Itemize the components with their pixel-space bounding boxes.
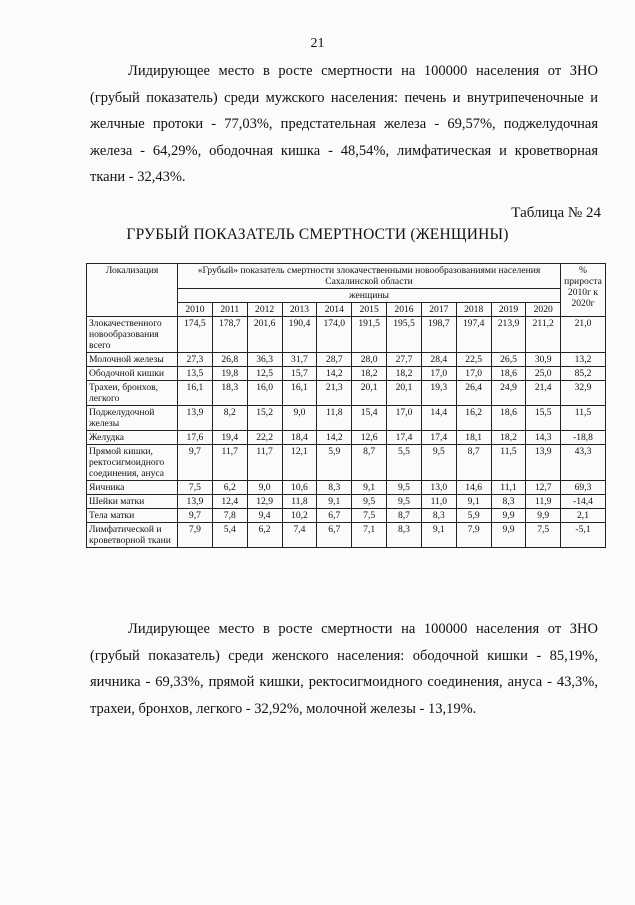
row-label: Яичника [87,481,178,495]
percent-growth-cell: 69,3 [561,481,606,495]
value-cell: 11,9 [526,495,561,509]
value-cell: 7,9 [178,523,213,548]
percent-growth-cell: -5,1 [561,523,606,548]
table-row [87,406,606,431]
table-row [87,353,606,367]
header-women: женщины [178,289,561,303]
value-cell: 9,9 [491,509,526,523]
paragraph-female-mortality: Лидирующее место в росте смертности на 100000 населения от ЗНО (грубый показатель) среди женского населения: ободочной кишки - 85,19%, яичника - 69,33%, прямой кишки, ректосигмоидного соединения, ануса - 43,3%, трахеи, бронхов, легкого - 32,92%, молочной железы - 13,19%. [90,621,598,717]
value-cell: 17,0 [421,367,456,381]
value-cell: 8,7 [456,445,491,481]
value-cell: 12,1 [282,445,317,481]
value-cell: 26,5 [491,353,526,367]
value-cell: 6,7 [317,523,352,548]
value-cell: 9,0 [247,481,282,495]
value-cell: 16,1 [178,381,213,406]
value-cell: 13,9 [178,406,213,431]
table-number: Таблица № 24 [511,205,601,221]
percent-growth-cell: 85,2 [561,367,606,381]
value-cell: 5,9 [317,445,352,481]
value-cell: 9,9 [491,523,526,548]
row-label: Шейки матки [87,495,178,509]
percent-growth-cell: 2,1 [561,509,606,523]
row-label: Трахеи, бронхов, легкого [87,381,178,406]
value-cell: 174,0 [317,317,352,353]
table-title: ГРУБЫЙ ПОКАЗАТЕЛЬ СМЕРТНОСТИ (ЖЕНЩИНЫ) [126,226,509,243]
row-label: Поджелудочной железы [87,406,178,431]
value-cell: 201,6 [247,317,282,353]
value-cell: 14,2 [317,431,352,445]
mortality-table [86,263,606,548]
year-header-cell: 2015 [352,303,387,317]
year-header-cell: 2019 [491,303,526,317]
percent-growth-cell: -18,8 [561,431,606,445]
value-cell: 19,8 [212,367,247,381]
value-cell: 15,5 [526,406,561,431]
value-cell: 9,5 [387,495,422,509]
row-label: Желудка [87,431,178,445]
value-cell: 22,2 [247,431,282,445]
value-cell: 14,3 [526,431,561,445]
value-cell: 13,0 [421,481,456,495]
value-cell: 11,0 [421,495,456,509]
percent-growth-cell: 13,2 [561,353,606,367]
value-cell: 30,9 [526,353,561,367]
header-localization: Локализация [87,264,178,317]
value-cell: 11,5 [491,445,526,481]
value-cell: 7,1 [352,523,387,548]
value-cell: 211,2 [526,317,561,353]
value-cell: 9,1 [317,495,352,509]
table-row [87,495,606,509]
value-cell: 7,8 [212,509,247,523]
value-cell: 178,7 [212,317,247,353]
value-cell: 6,2 [212,481,247,495]
year-header-cell: 2016 [387,303,422,317]
value-cell: 20,1 [352,381,387,406]
value-cell: 17,4 [421,431,456,445]
value-cell: 8,7 [387,509,422,523]
row-label: Прямой кишки, ректосигмоидного соединения, ануса [87,445,178,481]
value-cell: 17,6 [178,431,213,445]
value-cell: 18,3 [212,381,247,406]
value-cell: 18,4 [282,431,317,445]
value-cell: 16,0 [247,381,282,406]
value-cell: 6,2 [247,523,282,548]
value-cell: 24,9 [491,381,526,406]
value-cell: 9,7 [178,445,213,481]
value-cell: 190,4 [282,317,317,353]
value-cell: 7,5 [178,481,213,495]
value-cell: 18,6 [491,367,526,381]
value-cell: 9,5 [352,495,387,509]
row-label: Молочной железы [87,353,178,367]
value-cell: 27,7 [387,353,422,367]
row-label: Ободочной кишки [87,367,178,381]
percent-growth-cell: 21,0 [561,317,606,353]
value-cell: 17,4 [387,431,422,445]
value-cell: 12,9 [247,495,282,509]
value-cell: 14,4 [421,406,456,431]
value-cell: 197,4 [456,317,491,353]
value-cell: 5,9 [456,509,491,523]
value-cell: 9,5 [387,481,422,495]
value-cell: 25,0 [526,367,561,381]
value-cell: 8,3 [317,481,352,495]
value-cell: 11,1 [491,481,526,495]
value-cell: 10,2 [282,509,317,523]
value-cell: 9,5 [421,445,456,481]
value-cell: 18,1 [456,431,491,445]
value-cell: 21,3 [317,381,352,406]
value-cell: 213,9 [491,317,526,353]
value-cell: 36,3 [247,353,282,367]
table-row [87,431,606,445]
year-header-cell: 2010 [178,303,213,317]
value-cell: 8,3 [491,495,526,509]
value-cell: 11,8 [282,495,317,509]
value-cell: 21,4 [526,381,561,406]
value-cell: 7,9 [456,523,491,548]
value-cell: 28,7 [317,353,352,367]
value-cell: 9,1 [456,495,491,509]
value-cell: 9,0 [282,406,317,431]
value-cell: 13,9 [526,445,561,481]
value-cell: 7,4 [282,523,317,548]
value-cell: 26,4 [456,381,491,406]
value-cell: 11,8 [317,406,352,431]
value-cell: 16,1 [282,381,317,406]
value-cell: 20,1 [387,381,422,406]
value-cell: 13,9 [178,495,213,509]
table-row [87,509,606,523]
row-label: Злокачественного новообразования всего [87,317,178,353]
year-header-cell: 2013 [282,303,317,317]
value-cell: 9,7 [178,509,213,523]
table-row [87,481,606,495]
value-cell: 12,5 [247,367,282,381]
value-cell: 14,6 [456,481,491,495]
value-cell: 31,7 [282,353,317,367]
paragraph-male-mortality: Лидирующее место в росте смертности на 100000 населения от ЗНО (грубый показатель) среди мужского населения: печень и внутрипеченочные и желчные протоки - 77,03%, предстательная железа - 69,57%, поджелудочная железа - 64,29%, ободочная кишка - 48,54%, лимфатическая и кроветворная ткани - 32,43%. [90,63,598,185]
value-cell: 22,5 [456,353,491,367]
value-cell: 18,6 [491,406,526,431]
value-cell: 18,2 [352,367,387,381]
value-cell: 15,2 [247,406,282,431]
page-number: 21 [310,36,325,51]
value-cell: 14,2 [317,367,352,381]
value-cell: 26,8 [212,353,247,367]
value-cell: 17,0 [387,406,422,431]
table-row [87,317,606,353]
value-cell: 191,5 [352,317,387,353]
value-cell: 19,3 [421,381,456,406]
value-cell: 9,1 [352,481,387,495]
percent-growth-cell: 32,9 [561,381,606,406]
table-row [87,523,606,548]
year-header-cell: 2012 [247,303,282,317]
value-cell: 12,7 [526,481,561,495]
year-header-cell: 2011 [212,303,247,317]
value-cell: 8,7 [352,445,387,481]
value-cell: 18,2 [491,431,526,445]
value-cell: 5,4 [212,523,247,548]
value-cell: 13,5 [178,367,213,381]
value-cell: 19,4 [212,431,247,445]
value-cell: 11,7 [212,445,247,481]
header-percent-growth: % прироста 2010г к 2020г [561,264,606,317]
year-header-cell: 2017 [421,303,456,317]
value-cell: 17,0 [456,367,491,381]
value-cell: 9,4 [247,509,282,523]
value-cell: 7,5 [526,523,561,548]
value-cell: 15,4 [352,406,387,431]
year-header-cell: 2020 [526,303,561,317]
percent-growth-cell: 43,3 [561,445,606,481]
value-cell: 5,5 [387,445,422,481]
value-cell: 7,5 [352,509,387,523]
value-cell: 9,1 [421,523,456,548]
header-main: «Грубый» показатель смертности злокачественными новообразованиями населения Сахалинской области [178,264,561,289]
year-header-cell: 2014 [317,303,352,317]
row-label: Тела матки [87,509,178,523]
value-cell: 18,2 [387,367,422,381]
value-cell: 8,2 [212,406,247,431]
value-cell: 8,3 [421,509,456,523]
value-cell: 195,5 [387,317,422,353]
value-cell: 12,4 [212,495,247,509]
value-cell: 198,7 [421,317,456,353]
value-cell: 6,7 [317,509,352,523]
value-cell: 28,0 [352,353,387,367]
value-cell: 16,2 [456,406,491,431]
table-row [87,367,606,381]
table-row [87,381,606,406]
value-cell: 8,3 [387,523,422,548]
table-body [87,317,606,548]
table-row [87,445,606,481]
value-cell: 11,7 [247,445,282,481]
value-cell: 28,4 [421,353,456,367]
value-cell: 9,9 [526,509,561,523]
value-cell: 12,6 [352,431,387,445]
value-cell: 15,7 [282,367,317,381]
value-cell: 27,3 [178,353,213,367]
row-label: Лимфатической и кроветворной ткани [87,523,178,548]
percent-growth-cell: -14,4 [561,495,606,509]
value-cell: 10,6 [282,481,317,495]
year-header-cell: 2018 [456,303,491,317]
percent-growth-cell: 11,5 [561,406,606,431]
value-cell: 174,5 [178,317,213,353]
